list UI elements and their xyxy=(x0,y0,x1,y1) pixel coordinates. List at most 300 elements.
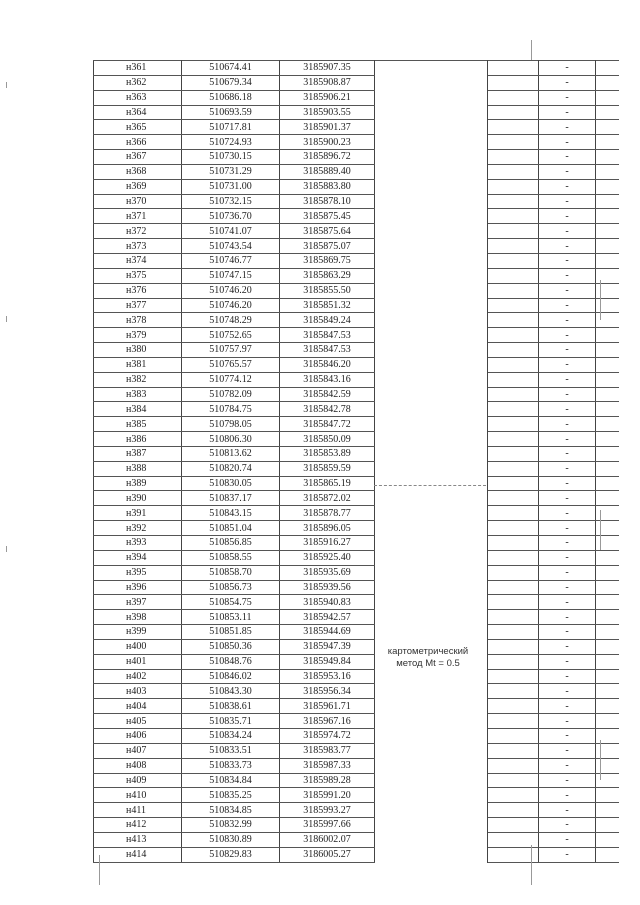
method-label-line2: метод Mt = 0.5 xyxy=(396,658,460,669)
blank-cell xyxy=(488,313,539,328)
method-cell xyxy=(375,536,488,551)
y-coordinate-cell: 3185842.78 xyxy=(280,402,375,417)
dash-cell: - xyxy=(539,283,596,298)
y-coordinate-cell: 3185991.20 xyxy=(280,788,375,803)
table-row xyxy=(94,461,620,476)
x-coordinate-cell: 510741.07 xyxy=(182,224,280,239)
blank-cell xyxy=(596,209,620,224)
y-coordinate-cell: 3185842.59 xyxy=(280,387,375,402)
point-name-cell: н413 xyxy=(94,832,182,847)
blank-cell xyxy=(488,595,539,610)
dash-cell: - xyxy=(539,803,596,818)
dash-cell: - xyxy=(539,432,596,447)
x-coordinate-cell: 510748.29 xyxy=(182,313,280,328)
blank-cell xyxy=(488,684,539,699)
x-coordinate-cell: 510731.29 xyxy=(182,164,280,179)
method-cell xyxy=(375,506,488,521)
blank-cell xyxy=(488,150,539,165)
point-name-cell: н411 xyxy=(94,803,182,818)
point-name-cell: н398 xyxy=(94,610,182,625)
y-coordinate-cell: 3185974.72 xyxy=(280,728,375,743)
method-cell xyxy=(375,298,488,313)
y-coordinate-cell: 3185847.53 xyxy=(280,328,375,343)
dash-cell: - xyxy=(539,580,596,595)
x-coordinate-cell: 510834.84 xyxy=(182,773,280,788)
blank-cell xyxy=(488,328,539,343)
method-cell xyxy=(375,90,488,105)
x-coordinate-cell: 510834.24 xyxy=(182,728,280,743)
dash-cell: - xyxy=(539,313,596,328)
blank-cell xyxy=(596,461,620,476)
point-name-cell: н410 xyxy=(94,788,182,803)
dash-cell: - xyxy=(539,684,596,699)
y-coordinate-cell: 3185997.66 xyxy=(280,818,375,833)
scan-mark xyxy=(6,316,7,322)
x-coordinate-cell: 510717.81 xyxy=(182,120,280,135)
y-coordinate-cell: 3185953.16 xyxy=(280,669,375,684)
point-name-cell: н407 xyxy=(94,743,182,758)
table-row xyxy=(94,714,620,729)
blank-cell xyxy=(488,179,539,194)
blank-cell xyxy=(488,253,539,268)
point-name-cell: н412 xyxy=(94,818,182,833)
point-name-cell: н404 xyxy=(94,699,182,714)
blank-cell xyxy=(596,179,620,194)
dash-cell: - xyxy=(539,343,596,358)
table-row xyxy=(94,298,620,313)
method-cell xyxy=(375,684,488,699)
method-cell xyxy=(375,135,488,150)
y-coordinate-cell: 3185869.75 xyxy=(280,253,375,268)
table-row xyxy=(94,372,620,387)
table-row xyxy=(94,387,620,402)
table-row xyxy=(94,224,620,239)
x-coordinate-cell: 510832.99 xyxy=(182,818,280,833)
blank-cell xyxy=(596,476,620,491)
method-cell xyxy=(375,150,488,165)
blank-cell xyxy=(488,105,539,120)
blank-cell xyxy=(488,521,539,536)
scan-mark xyxy=(99,855,100,885)
blank-cell xyxy=(488,372,539,387)
point-name-cell: н394 xyxy=(94,550,182,565)
dash-cell: - xyxy=(539,268,596,283)
method-cell xyxy=(375,328,488,343)
y-coordinate-cell: 3185896.72 xyxy=(280,150,375,165)
y-coordinate-cell: 3185956.34 xyxy=(280,684,375,699)
method-cell xyxy=(375,847,488,862)
method-cell xyxy=(375,402,488,417)
dash-cell: - xyxy=(539,536,596,551)
dash-cell: - xyxy=(539,387,596,402)
dash-cell: - xyxy=(539,105,596,120)
x-coordinate-cell: 510830.05 xyxy=(182,476,280,491)
blank-cell xyxy=(596,61,620,76)
y-coordinate-cell: 3185878.10 xyxy=(280,194,375,209)
y-coordinate-cell: 3185843.16 xyxy=(280,372,375,387)
point-name-cell: н380 xyxy=(94,343,182,358)
blank-cell xyxy=(596,818,620,833)
table-row xyxy=(94,625,620,640)
y-coordinate-cell: 3185875.07 xyxy=(280,239,375,254)
blank-cell xyxy=(596,417,620,432)
y-coordinate-cell: 3185850.09 xyxy=(280,432,375,447)
table-row xyxy=(94,343,620,358)
blank-cell xyxy=(596,150,620,165)
x-coordinate-cell: 510830.89 xyxy=(182,832,280,847)
point-name-cell: н369 xyxy=(94,179,182,194)
method-cell xyxy=(375,387,488,402)
blank-cell xyxy=(488,387,539,402)
blank-cell xyxy=(488,283,539,298)
method-cell xyxy=(375,432,488,447)
point-name-cell: н379 xyxy=(94,328,182,343)
x-coordinate-cell: 510858.55 xyxy=(182,550,280,565)
y-coordinate-cell: 3185944.69 xyxy=(280,625,375,640)
method-cell xyxy=(375,714,488,729)
y-coordinate-cell: 3185883.80 xyxy=(280,179,375,194)
point-name-cell: н409 xyxy=(94,773,182,788)
table-row xyxy=(94,357,620,372)
y-coordinate-cell: 3186002.07 xyxy=(280,832,375,847)
table-row xyxy=(94,536,620,551)
point-name-cell: н393 xyxy=(94,536,182,551)
method-cell xyxy=(375,818,488,833)
point-name-cell: н375 xyxy=(94,268,182,283)
dash-cell: - xyxy=(539,164,596,179)
blank-cell xyxy=(488,239,539,254)
method-cell xyxy=(375,194,488,209)
scan-mark xyxy=(6,546,7,552)
blank-cell xyxy=(596,120,620,135)
point-name-cell: н368 xyxy=(94,164,182,179)
blank-cell xyxy=(596,402,620,417)
dash-cell: - xyxy=(539,446,596,461)
x-coordinate-cell: 510846.02 xyxy=(182,669,280,684)
table-row xyxy=(94,239,620,254)
dash-cell: - xyxy=(539,506,596,521)
method-cell xyxy=(375,417,488,432)
point-name-cell: н381 xyxy=(94,357,182,372)
point-name-cell: н376 xyxy=(94,283,182,298)
dash-cell: - xyxy=(539,491,596,506)
table-row xyxy=(94,135,620,150)
blank-cell xyxy=(596,343,620,358)
method-cell xyxy=(375,669,488,684)
dash-cell: - xyxy=(539,61,596,76)
blank-cell xyxy=(596,446,620,461)
table-row xyxy=(94,105,620,120)
scan-mark xyxy=(531,845,532,885)
scan-mark xyxy=(600,280,601,320)
method-cell xyxy=(375,580,488,595)
y-coordinate-cell: 3185935.69 xyxy=(280,565,375,580)
y-coordinate-cell: 3185851.32 xyxy=(280,298,375,313)
blank-cell xyxy=(488,90,539,105)
x-coordinate-cell: 510858.70 xyxy=(182,565,280,580)
table-row xyxy=(94,417,620,432)
dash-cell: - xyxy=(539,372,596,387)
blank-cell xyxy=(488,75,539,90)
y-coordinate-cell: 3185889.40 xyxy=(280,164,375,179)
point-name-cell: н402 xyxy=(94,669,182,684)
blank-cell xyxy=(488,773,539,788)
table-row xyxy=(94,75,620,90)
table-row xyxy=(94,164,620,179)
method-label xyxy=(372,646,484,670)
blank-cell xyxy=(596,788,620,803)
blank-cell xyxy=(596,803,620,818)
x-coordinate-cell: 510746.20 xyxy=(182,298,280,313)
dash-cell: - xyxy=(539,654,596,669)
point-name-cell: н396 xyxy=(94,580,182,595)
y-coordinate-cell: 3185939.56 xyxy=(280,580,375,595)
y-coordinate-cell: 3185901.37 xyxy=(280,120,375,135)
point-name-cell: н372 xyxy=(94,224,182,239)
table-row xyxy=(94,803,620,818)
blank-cell xyxy=(596,595,620,610)
dash-cell: - xyxy=(539,818,596,833)
point-name-cell: н408 xyxy=(94,758,182,773)
point-name-cell: н388 xyxy=(94,461,182,476)
blank-cell xyxy=(488,699,539,714)
point-name-cell: н378 xyxy=(94,313,182,328)
table-row xyxy=(94,699,620,714)
scan-mark xyxy=(531,40,532,60)
blank-cell xyxy=(596,253,620,268)
x-coordinate-cell: 510851.04 xyxy=(182,521,280,536)
method-group-separator xyxy=(374,485,486,486)
blank-cell xyxy=(596,135,620,150)
x-coordinate-cell: 510674.41 xyxy=(182,61,280,76)
method-cell xyxy=(375,343,488,358)
point-name-cell: н387 xyxy=(94,446,182,461)
method-cell xyxy=(375,610,488,625)
dash-cell: - xyxy=(539,639,596,654)
x-coordinate-cell: 510732.15 xyxy=(182,194,280,209)
x-coordinate-cell: 510851.85 xyxy=(182,625,280,640)
point-name-cell: н386 xyxy=(94,432,182,447)
dash-cell: - xyxy=(539,253,596,268)
blank-cell xyxy=(488,61,539,76)
y-coordinate-cell: 3185853.89 xyxy=(280,446,375,461)
y-coordinate-cell: 3185983.77 xyxy=(280,743,375,758)
dash-cell: - xyxy=(539,417,596,432)
blank-cell xyxy=(596,357,620,372)
dash-cell: - xyxy=(539,625,596,640)
table-row xyxy=(94,150,620,165)
point-name-cell: н373 xyxy=(94,239,182,254)
table-row xyxy=(94,669,620,684)
x-coordinate-cell: 510848.76 xyxy=(182,654,280,669)
method-cell xyxy=(375,313,488,328)
y-coordinate-cell: 3185925.40 xyxy=(280,550,375,565)
blank-cell xyxy=(488,803,539,818)
table-row xyxy=(94,832,620,847)
table-row xyxy=(94,684,620,699)
blank-cell xyxy=(488,669,539,684)
x-coordinate-cell: 510736.70 xyxy=(182,209,280,224)
y-coordinate-cell: 3186005.27 xyxy=(280,847,375,862)
dash-cell: - xyxy=(539,476,596,491)
blank-cell xyxy=(596,328,620,343)
table-row xyxy=(94,580,620,595)
blank-cell xyxy=(488,209,539,224)
point-name-cell: н414 xyxy=(94,847,182,862)
table-row xyxy=(94,565,620,580)
method-cell xyxy=(375,565,488,580)
x-coordinate-cell: 510782.09 xyxy=(182,387,280,402)
method-cell xyxy=(375,253,488,268)
blank-cell xyxy=(596,625,620,640)
scan-mark xyxy=(600,510,601,550)
dash-cell: - xyxy=(539,120,596,135)
blank-cell xyxy=(488,476,539,491)
y-coordinate-cell: 3185878.77 xyxy=(280,506,375,521)
y-coordinate-cell: 3185903.55 xyxy=(280,105,375,120)
dash-cell: - xyxy=(539,75,596,90)
method-cell xyxy=(375,803,488,818)
blank-cell xyxy=(488,714,539,729)
y-coordinate-cell: 3185847.53 xyxy=(280,343,375,358)
x-coordinate-cell: 510829.83 xyxy=(182,847,280,862)
y-coordinate-cell: 3185949.84 xyxy=(280,654,375,669)
table-row xyxy=(94,120,620,135)
point-name-cell: н397 xyxy=(94,595,182,610)
table-row xyxy=(94,773,620,788)
x-coordinate-cell: 510679.34 xyxy=(182,75,280,90)
point-name-cell: н361 xyxy=(94,61,182,76)
dash-cell: - xyxy=(539,135,596,150)
x-coordinate-cell: 510798.05 xyxy=(182,417,280,432)
table-row xyxy=(94,728,620,743)
point-name-cell: н365 xyxy=(94,120,182,135)
blank-cell xyxy=(488,135,539,150)
blank-cell xyxy=(596,699,620,714)
point-name-cell: н403 xyxy=(94,684,182,699)
blank-cell xyxy=(488,357,539,372)
method-cell xyxy=(375,758,488,773)
dash-cell: - xyxy=(539,90,596,105)
dash-cell: - xyxy=(539,150,596,165)
dash-cell: - xyxy=(539,847,596,862)
dash-cell: - xyxy=(539,788,596,803)
dash-cell: - xyxy=(539,194,596,209)
table-row xyxy=(94,743,620,758)
method-cell xyxy=(375,461,488,476)
table-row xyxy=(94,194,620,209)
blank-cell xyxy=(596,90,620,105)
coordinates-table-body xyxy=(94,61,620,863)
coordinates-table xyxy=(93,60,619,863)
point-name-cell: н362 xyxy=(94,75,182,90)
x-coordinate-cell: 510835.25 xyxy=(182,788,280,803)
point-name-cell: н395 xyxy=(94,565,182,580)
blank-cell xyxy=(596,847,620,862)
method-cell xyxy=(375,728,488,743)
table-row xyxy=(94,179,620,194)
point-name-cell: н364 xyxy=(94,105,182,120)
blank-cell xyxy=(488,402,539,417)
x-coordinate-cell: 510774.12 xyxy=(182,372,280,387)
y-coordinate-cell: 3185940.83 xyxy=(280,595,375,610)
x-coordinate-cell: 510686.18 xyxy=(182,90,280,105)
dash-cell: - xyxy=(539,239,596,254)
blank-cell xyxy=(596,714,620,729)
point-name-cell: н385 xyxy=(94,417,182,432)
y-coordinate-cell: 3185896.05 xyxy=(280,521,375,536)
dash-cell: - xyxy=(539,461,596,476)
point-name-cell: н382 xyxy=(94,372,182,387)
point-name-cell: н366 xyxy=(94,135,182,150)
method-cell xyxy=(375,595,488,610)
x-coordinate-cell: 510843.15 xyxy=(182,506,280,521)
blank-cell xyxy=(488,758,539,773)
blank-cell xyxy=(596,194,620,209)
method-cell xyxy=(375,283,488,298)
blank-cell xyxy=(488,536,539,551)
dash-cell: - xyxy=(539,595,596,610)
x-coordinate-cell: 510856.73 xyxy=(182,580,280,595)
blank-cell xyxy=(488,639,539,654)
method-cell xyxy=(375,209,488,224)
x-coordinate-cell: 510765.57 xyxy=(182,357,280,372)
blank-cell xyxy=(596,432,620,447)
table-row xyxy=(94,328,620,343)
method-cell xyxy=(375,120,488,135)
table-row xyxy=(94,209,620,224)
blank-cell xyxy=(488,728,539,743)
blank-cell xyxy=(596,372,620,387)
method-cell xyxy=(375,61,488,76)
blank-cell xyxy=(596,832,620,847)
point-name-cell: н367 xyxy=(94,150,182,165)
dash-cell: - xyxy=(539,832,596,847)
blank-cell xyxy=(596,565,620,580)
blank-cell xyxy=(488,550,539,565)
point-name-cell: н377 xyxy=(94,298,182,313)
blank-cell xyxy=(488,565,539,580)
method-cell xyxy=(375,179,488,194)
x-coordinate-cell: 510838.61 xyxy=(182,699,280,714)
x-coordinate-cell: 510856.85 xyxy=(182,536,280,551)
table-row xyxy=(94,595,620,610)
point-name-cell: н370 xyxy=(94,194,182,209)
method-cell xyxy=(375,75,488,90)
blank-cell xyxy=(488,654,539,669)
blank-cell xyxy=(488,432,539,447)
x-coordinate-cell: 510747.15 xyxy=(182,268,280,283)
dash-cell: - xyxy=(539,714,596,729)
blank-cell xyxy=(596,239,620,254)
table-row xyxy=(94,610,620,625)
blank-cell xyxy=(596,580,620,595)
x-coordinate-cell: 510730.15 xyxy=(182,150,280,165)
blank-cell xyxy=(488,580,539,595)
blank-cell xyxy=(596,491,620,506)
table-row xyxy=(94,521,620,536)
y-coordinate-cell: 3185875.45 xyxy=(280,209,375,224)
table-row xyxy=(94,847,620,862)
point-name-cell: н392 xyxy=(94,521,182,536)
y-coordinate-cell: 3185846.20 xyxy=(280,357,375,372)
method-cell xyxy=(375,491,488,506)
point-name-cell: н384 xyxy=(94,402,182,417)
x-coordinate-cell: 510784.75 xyxy=(182,402,280,417)
method-cell xyxy=(375,832,488,847)
blank-cell xyxy=(488,625,539,640)
method-cell xyxy=(375,521,488,536)
